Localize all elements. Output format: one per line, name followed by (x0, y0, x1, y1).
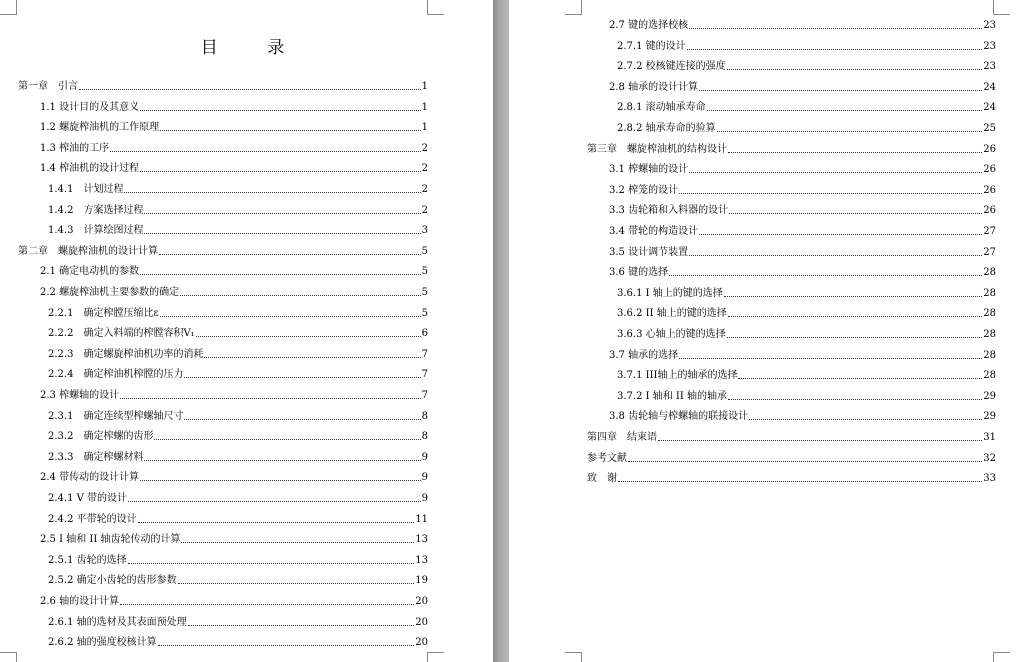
toc-leader-dots (144, 232, 420, 234)
toc-entry[interactable] (609, 224, 996, 238)
toc-entry[interactable] (609, 162, 996, 176)
toc-entry[interactable] (48, 409, 428, 423)
toc-entry-page: 26 (983, 205, 996, 217)
toc-entry[interactable] (609, 409, 996, 423)
toc-entry[interactable] (609, 348, 996, 362)
toc-entry-title: 2.4 带传动的设计计算 (40, 472, 140, 484)
toc-leader-dots (140, 109, 421, 111)
toc-entry[interactable] (40, 264, 428, 278)
toc-entry-page: 2 (421, 204, 428, 216)
toc-entry-title: 3.7 轴承的选择 (609, 349, 679, 361)
toc-entry-page: 8 (421, 410, 428, 422)
toc-entry[interactable] (609, 265, 996, 279)
toc-entry-title: 2.5.2 确定小齿轮的齿形参数 (48, 575, 177, 587)
toc-entry[interactable] (48, 182, 428, 196)
toc-entry-title: 1.1 设计目的及其意义 (40, 101, 140, 113)
toc-leader-dots (79, 88, 421, 90)
toc-entry-page: 23 (983, 61, 996, 73)
toc-entry-page: 2 (421, 163, 428, 175)
toc-entry-page: 3 (421, 225, 428, 237)
toc-leader-dots (699, 89, 982, 91)
document-page-right (509, 0, 1027, 662)
toc-leader-dots (144, 212, 420, 214)
toc-entry-page: 29 (983, 411, 996, 423)
toc-entry[interactable] (40, 285, 428, 299)
toc-entry-page: 25 (983, 123, 996, 134)
toc-entry[interactable] (48, 512, 428, 526)
toc-entry-title: 2.5.1 齿轮的选择 (48, 554, 127, 566)
toc-entry[interactable] (48, 347, 428, 361)
toc-leader-dots (658, 439, 982, 441)
toc-leader-dots (160, 129, 421, 131)
toc-entry-title: 2.4.1 V 带的设计 (48, 493, 128, 504)
toc-entry-page: 26 (983, 143, 996, 155)
toc-entry-page: 7 (421, 369, 428, 381)
toc-entry-title: 2.2.1 确定榨膛压缩比ε (48, 307, 159, 319)
toc-entry[interactable] (40, 141, 428, 155)
toc-leader-dots (679, 192, 982, 194)
toc-entry-title: 3.3 齿轮箱和入料器的设计 (609, 205, 729, 217)
toc-entry-page: 20 (415, 637, 428, 649)
toc-entry-title: 3.8 齿轮轴与榨螺轴的联接设计 (609, 411, 749, 423)
toc-entry-title: 1.2 螺旋榨油机的工作原理 (40, 122, 160, 134)
toc-leader-dots (159, 253, 421, 255)
toc-entry[interactable] (40, 470, 428, 484)
toc-leader-dots (738, 377, 982, 379)
toc-leader-dots (728, 151, 982, 153)
toc-entry[interactable] (617, 368, 996, 382)
crop-mark (993, 0, 1010, 15)
toc-entry[interactable] (587, 471, 996, 485)
toc-leader-dots (724, 295, 983, 297)
toc-entry[interactable] (617, 121, 996, 135)
toc-leader-dots (184, 418, 420, 420)
toc-leader-dots (699, 233, 982, 235)
toc-entry-title: 2.2.2 确定入料端的榨膛容积V₁ (48, 328, 195, 340)
toc-entry-title: 第三章 螺旋榨油机的结构设计 (587, 143, 727, 155)
toc-entry[interactable] (617, 286, 996, 300)
toc-entry[interactable] (48, 553, 428, 567)
toc-leader-dots (120, 397, 421, 399)
toc-entry-page: 23 (983, 20, 996, 31)
toc-entry[interactable] (48, 573, 428, 587)
toc-entry-page: 28 (983, 267, 996, 279)
toc-entry-page: 9 (421, 472, 428, 484)
toc-entry-title: 2.3.3 确定榨螺材料 (48, 451, 144, 463)
toc-entry-title: 3.5 设计调节装置 (609, 246, 689, 258)
crop-mark (0, 652, 17, 662)
toc-leader-dots (110, 150, 421, 152)
crop-mark (565, 652, 582, 662)
toc-entry[interactable] (48, 367, 428, 381)
toc-entry[interactable] (587, 142, 996, 156)
toc-entry[interactable] (609, 18, 996, 32)
toc-entry-title: 2.8.1 滚动轴承寿命 (617, 102, 706, 114)
toc-leader-dots (140, 273, 421, 275)
toc-entry[interactable] (587, 451, 996, 465)
toc-leader-dots (140, 170, 421, 172)
toc-entry[interactable] (48, 429, 428, 443)
toc-entry-page: 28 (983, 287, 996, 299)
toc-entry-title: 2.1 确定电动机的参数 (40, 266, 140, 278)
toc-entry-title: 2.6.1 轴的选材及其表面预处理 (48, 616, 187, 628)
toc-entry-title: 3.7.2 I 轴和 II 轴的轴承 (617, 390, 728, 402)
toc-entry-page: 1 (421, 122, 428, 134)
toc-entry-page: 20 (415, 616, 428, 628)
toc-entry-page: 1 (421, 101, 428, 113)
toc-entry-page: 20 (415, 596, 428, 607)
toc-leader-dots (749, 418, 982, 420)
toc-entry-page: 13 (415, 554, 428, 566)
toc-entry-title: 2.3.1 确定连续型榨螺轴尺寸 (48, 410, 184, 422)
toc-leader-dots (717, 130, 983, 132)
page-gap (493, 0, 509, 662)
toc-leader-dots (689, 27, 982, 29)
toc-leader-dots (707, 109, 983, 111)
toc-entry[interactable] (609, 183, 996, 197)
toc-entry[interactable] (40, 120, 428, 134)
toc-entry-page: 19 (415, 575, 428, 587)
toc-entry-title: 2.4.2 平带轮的设计 (48, 513, 137, 525)
toc-entry-title: 2.8 轴承的设计计算 (609, 81, 699, 93)
toc-leader-dots (628, 460, 982, 462)
crop-mark (427, 652, 444, 662)
toc-entry-page: 23 (983, 40, 996, 52)
toc-entry-page: 26 (983, 164, 996, 176)
toc-entry[interactable] (48, 203, 428, 217)
toc-entry[interactable] (617, 39, 996, 53)
toc-entry-page: 5 (421, 307, 428, 319)
toc-leader-dots (669, 274, 982, 276)
toc-entry-title: 2.6.2 轴的强度校核计算 (48, 637, 157, 649)
toc-leader-dots (188, 624, 415, 626)
toc-leader-dots (144, 459, 420, 461)
toc-entry-page: 5 (421, 287, 428, 298)
toc-leader-dots (181, 541, 414, 543)
crop-mark (993, 652, 1010, 662)
toc-entry-page: 28 (983, 308, 996, 320)
toc-entry[interactable] (587, 430, 996, 444)
toc-entry-page: 24 (983, 81, 996, 93)
toc-entry-page: 33 (983, 473, 996, 485)
toc-entry-title: 参考文献 (587, 452, 627, 464)
toc-entry-title: 1.4.3 计算绘图过程 (48, 225, 144, 237)
toc-entry[interactable] (40, 100, 428, 114)
toc-entry-title: 3.4 带轮的构造设计 (609, 226, 699, 237)
toc-entry[interactable] (48, 306, 428, 320)
toc-leader-dots (120, 603, 414, 605)
toc-leader-dots (196, 335, 421, 337)
toc-entry-page: 2 (421, 142, 428, 154)
toc-entry-page: 9 (421, 451, 428, 463)
toc-entry-title: 2.6 轴的设计计算 (40, 596, 120, 607)
toc-entry[interactable] (48, 491, 428, 505)
toc-entry-title: 2.7.2 校核键连接的强度 (617, 61, 726, 73)
toc-entry[interactable] (18, 79, 428, 93)
toc-entry-page: 2 (421, 184, 428, 195)
toc-entry-title: 1.4.2 方案选择过程 (48, 204, 144, 216)
toc-entry[interactable] (40, 388, 428, 402)
toc-entry[interactable] (40, 532, 428, 546)
toc-entry-page: 9 (421, 493, 428, 504)
toc-entry-title: 致 谢 (587, 473, 617, 485)
toc-entry[interactable] (609, 203, 996, 217)
toc-leader-dots (140, 479, 421, 481)
toc-leader-dots (204, 356, 420, 358)
toc-entry-title: 2.8.2 轴承寿命的验算 (617, 123, 716, 134)
toc-entry[interactable] (18, 244, 428, 258)
toc-entry-page: 24 (983, 102, 996, 114)
toc-entry[interactable] (48, 326, 428, 340)
toc-entry-title: 1.3 榨油的工序 (40, 142, 110, 154)
toc-entry-title: 2.2 螺旋榨油机主要参数的确定 (40, 287, 180, 298)
toc-entry[interactable] (48, 223, 428, 237)
toc-leader-dots (729, 212, 982, 214)
toc-entry-title: 3.6 键的选择 (609, 267, 669, 279)
toc-title: 目 录 (200, 38, 307, 58)
toc-entry[interactable] (48, 635, 428, 649)
toc-entry-title: 2.3.2 确定榨螺的齿形 (48, 431, 154, 443)
toc-entry-title: 3.6.3 心轴上的键的选择 (617, 329, 726, 340)
toc-entry-title: 3.1 榨螺轴的设计 (609, 164, 689, 176)
toc-leader-dots (128, 562, 415, 564)
toc-entry-page: 7 (421, 390, 428, 401)
toc-entry-page: 27 (983, 226, 996, 237)
toc-leader-dots (689, 171, 982, 173)
toc-entry[interactable] (40, 161, 428, 175)
toc-entry-page: 8 (421, 431, 428, 443)
toc-leader-dots (618, 480, 982, 482)
toc-entry[interactable] (617, 327, 996, 341)
document-page-left (0, 0, 493, 662)
toc-leader-dots (679, 357, 982, 359)
toc-entry-title: 第一章 引言 (18, 81, 78, 92)
toc-entry-page: 29 (983, 390, 996, 402)
toc-leader-dots (138, 521, 415, 523)
toc-entry[interactable] (617, 100, 996, 114)
toc-entry-page: 11 (415, 513, 428, 525)
toc-entry-title: 3.6.2 II 轴上的键的选择 (617, 308, 727, 320)
toc-entry-title: 2.7.1 键的设计 (617, 40, 686, 52)
toc-entry-page: 28 (983, 349, 996, 361)
toc-entry-page: 13 (415, 534, 428, 546)
toc-leader-dots (184, 376, 420, 378)
toc-entry[interactable] (609, 245, 996, 259)
toc-entry-title: 3.7.1 III轴上的轴承的选择 (617, 370, 738, 382)
toc-entry-page: 5 (421, 266, 428, 278)
crop-mark (565, 0, 582, 15)
toc-entry-page: 31 (983, 432, 996, 443)
toc-entry-title: 第二章 螺旋榨油机的设计计算 (18, 245, 158, 257)
toc-entry-title: 2.2.3 确定螺旋榨油机功率的消耗 (48, 348, 204, 360)
toc-leader-dots (160, 315, 421, 317)
toc-leader-dots (727, 336, 983, 338)
toc-entry[interactable] (609, 80, 996, 94)
toc-leader-dots (124, 191, 420, 193)
crop-mark (427, 0, 444, 15)
toc-entry-page: 1 (421, 81, 428, 92)
toc-entry[interactable] (40, 594, 428, 608)
toc-entry[interactable] (617, 306, 996, 320)
toc-leader-dots (728, 315, 983, 317)
toc-entry-page: 7 (421, 348, 428, 360)
toc-entry-title: 3.6.1 I 轴上的键的选择 (617, 287, 723, 299)
toc-entry-title: 3.2 榨笼的设计 (609, 184, 679, 196)
toc-entry-page: 28 (983, 329, 996, 340)
toc-leader-dots (687, 48, 983, 50)
toc-entry-page: 27 (983, 246, 996, 258)
toc-entry[interactable] (617, 59, 996, 73)
toc-entry-title: 2.5 I 轴和 II 轴齿轮传动的计算 (40, 534, 181, 546)
toc-entry-page: 32 (983, 452, 996, 464)
toc-leader-dots (154, 438, 420, 440)
toc-entry-title: 2.7 键的选择校核 (609, 20, 689, 31)
toc-entry[interactable] (48, 615, 428, 629)
toc-entry-title: 1.4.1 计划过程 (48, 184, 124, 195)
toc-leader-dots (178, 582, 415, 584)
toc-entry-title: 1.4 榨油机的设计过程 (40, 163, 140, 175)
toc-entry-title: 2.3 榨螺轴的设计 (40, 390, 120, 401)
toc-leader-dots (728, 398, 982, 400)
toc-leader-dots (128, 500, 421, 502)
toc-entry[interactable] (617, 389, 996, 403)
crop-mark (0, 0, 17, 15)
toc-entry-page: 6 (421, 328, 428, 340)
toc-leader-dots (689, 254, 982, 256)
toc-leader-dots (727, 68, 983, 70)
toc-entry-title: 2.2.4 确定榨油机榨膛的压力 (48, 369, 184, 381)
toc-entry-page: 5 (421, 245, 428, 257)
toc-entry-title: 第四章 结束语 (587, 432, 657, 443)
toc-leader-dots (180, 294, 421, 296)
toc-entry-page: 28 (983, 370, 996, 382)
toc-entry[interactable] (48, 450, 428, 464)
toc-leader-dots (158, 644, 415, 646)
toc-entry-page: 26 (983, 184, 996, 196)
